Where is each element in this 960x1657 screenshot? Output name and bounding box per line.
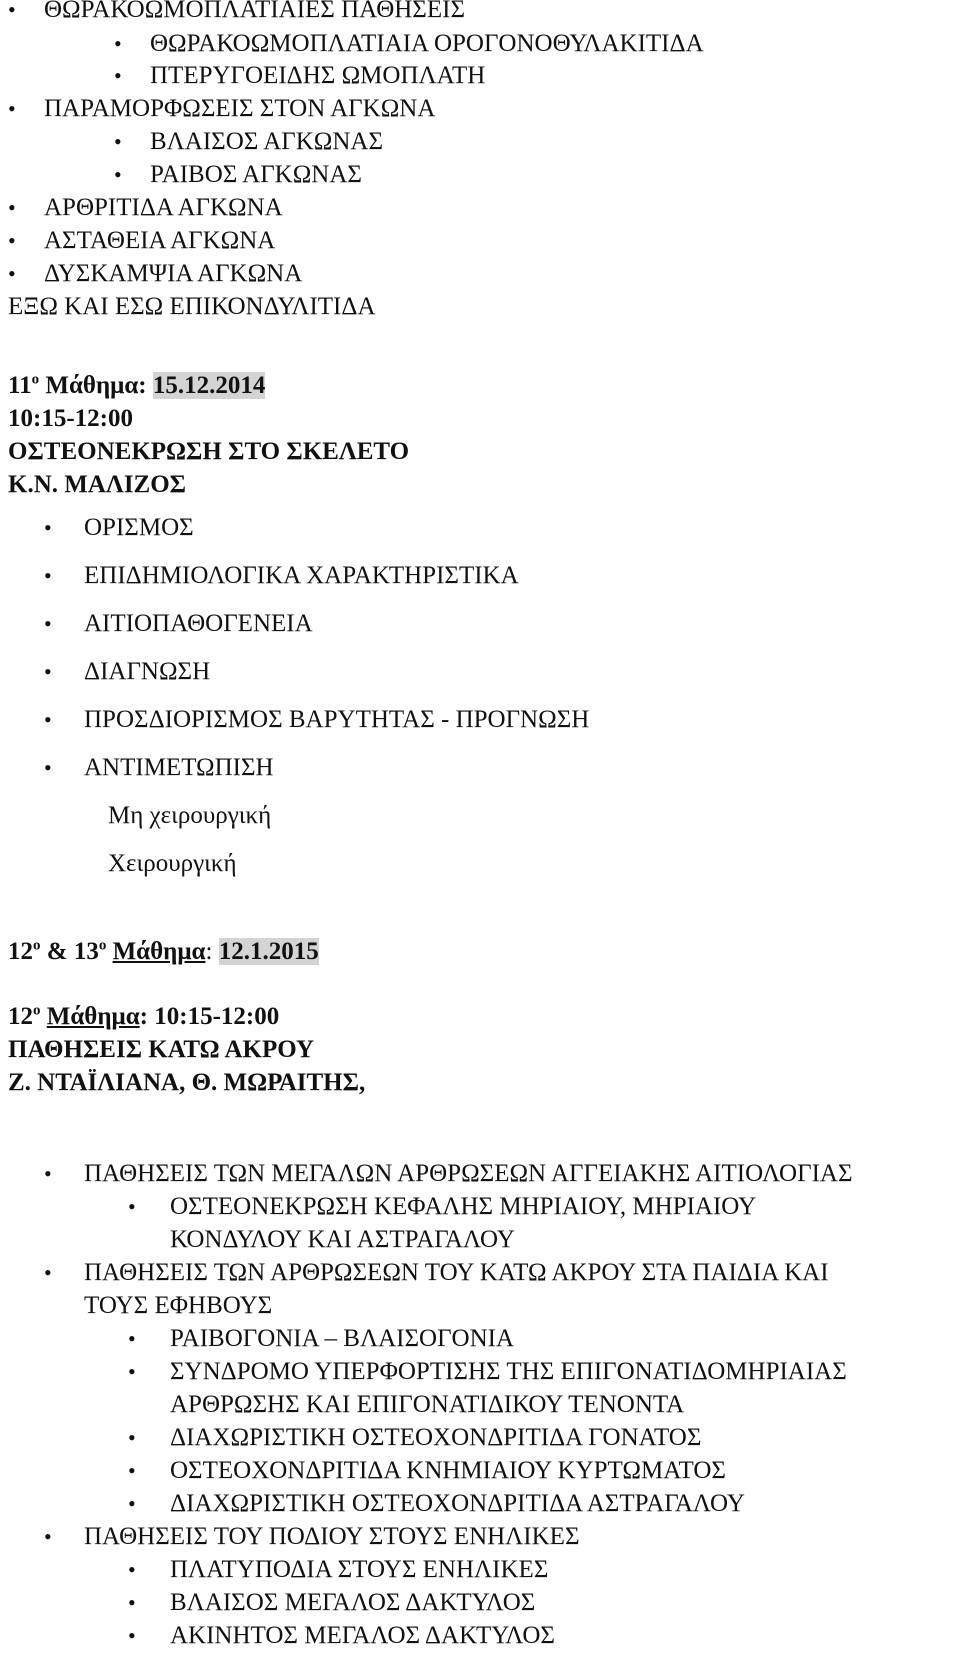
list-item-text: ΠΑΘΗΣΕΙΣ ΤΩΝ ΑΡΘΡΩΣΕΩΝ ΤΟΥ ΚΑΤΩ ΑΚΡΟΥ ΣΤΑ ΠΑΙΔΙΑ ΚΑΙ	[84, 1259, 829, 1286]
list-item-text: ΠΡΟΣΔΙΟΡΙΣΜΟΣ ΒΑΡΥΤΗΤΑΣ - ΠΡΟΓΝΩΣΗ	[84, 706, 590, 733]
bullet-icon: •	[128, 1590, 136, 1615]
list-item-text: ΕΠΙΔΗΜΙΟΛΟΓΙΚΑ ΧΑΡΑΚΤΗΡΙΣΤΙΚΑ	[84, 562, 519, 589]
lesson-12-13-header	[8, 936, 319, 968]
lesson-lecturers: Ζ. ΝΤΑΪΛΙΑΝΑ, Θ. ΜΩΡΑΙΤΗΣ,	[8, 1069, 366, 1096]
bullet-icon: •	[44, 1524, 52, 1549]
lesson-label: Μάθημα:	[45, 372, 147, 399]
lesson-title: ΟΣΤΕΟΝΕΚΡΩΣΗ ΣΤΟ ΣΚΕΛΕΤΟ	[8, 438, 410, 465]
list-item-text: ΔΥΣΚΑΜΨΙΑ ΑΓΚΩΝΑ	[44, 260, 303, 287]
lesson-number: 11	[8, 372, 32, 399]
list-item-continuation: ΚΟΝΔΥΛΟΥ ΚΑΙ ΑΣΤΡΑΓΑΛΟΥ	[170, 1226, 515, 1253]
bullet-icon: •	[128, 1326, 136, 1351]
list-item-text: ΟΡΙΣΜΟΣ	[84, 514, 194, 541]
list-item-text: ΔΙΑΧΩΡΙΣΤΙΚΗ ΟΣΤΕΟΧΟΝΔΡΙΤΙΔΑ ΓΟΝΑΤΟΣ	[170, 1424, 702, 1451]
bullet-icon: •	[8, 0, 16, 22]
lesson-title: ΠΑΘΗΣΕΙΣ ΚΑΤΩ ΑΚΡΟΥ	[8, 1036, 315, 1063]
bullet-icon: •	[8, 195, 16, 220]
bullet-icon: •	[8, 228, 16, 253]
bullet-icon: •	[44, 515, 52, 540]
lesson-lecturer: Κ.Ν. ΜΑΛΙΖΟΣ	[8, 471, 187, 498]
list-item-text: ΒΛΑΙΣΟΣ ΜΕΓΑΛΟΣ ΔΑΚΤΥΛΟΣ	[170, 1589, 536, 1616]
bullet-icon: •	[44, 707, 52, 732]
bullet-icon: •	[128, 1557, 136, 1582]
lesson-label: Μάθημα	[46, 1003, 140, 1030]
list-item-text: ΠΛΑΤΥΠΟΔΙΑ ΣΤΟΥΣ ΕΝΗΛΙΚΕΣ	[170, 1556, 549, 1583]
ordinal-superscript: ο	[98, 937, 107, 954]
lesson-12-header	[8, 1001, 279, 1033]
ordinal-superscript: ο	[33, 1002, 41, 1019]
bullet-icon: •	[114, 63, 122, 88]
bullet-icon: •	[44, 659, 52, 684]
bullet-icon: •	[128, 1458, 136, 1483]
bullet-icon: •	[44, 611, 52, 636]
plain-text: ΕΞΩ ΚΑΙ ΕΣΩ ΕΠΙΚΟΝΔΥΛΙΤΙΔΑ	[8, 293, 376, 320]
bullet-icon: •	[128, 1623, 136, 1648]
ordinal-superscript: ο	[31, 371, 40, 388]
lesson-time: : 10:15-12:00	[139, 1003, 280, 1030]
lesson-number: 12	[8, 1003, 33, 1030]
lesson-date: 12.1.2015	[218, 938, 319, 965]
lesson-date: 15.12.2014	[152, 372, 266, 399]
list-item-text: ΔΙΑΓΝΩΣΗ	[84, 658, 211, 685]
list-item-text: ΘΩΡΑΚΟΩΜΟΠΛΑΤΙΑΙΕΣ ΠΑΘΗΣΕΙΣ	[44, 0, 465, 23]
bullet-icon: •	[128, 1425, 136, 1450]
bullet-icon: •	[114, 162, 122, 187]
bullet-icon: •	[44, 1161, 52, 1186]
list-item-text: ΘΩΡΑΚΟΩΜΟΠΛΑΤΙΑΙΑ ΟΡΟΓΟΝΟΘΥΛΑΚΙΤΙΔΑ	[150, 30, 704, 57]
bullet-icon: •	[114, 129, 122, 154]
list-item-text: ΟΣΤΕΟΝΕΚΡΩΣΗ ΚΕΦΑΛΗΣ ΜΗΡΙΑΙΟΥ, ΜΗΡΙΑΙΟΥ	[170, 1193, 757, 1220]
list-item-text: ΡΑΙΒΟΓΟΝΙΑ – ΒΛΑΙΣΟΓΟΝΙΑ	[170, 1325, 515, 1352]
lesson-number: 12	[8, 938, 33, 965]
lesson-label: Μάθημα	[112, 938, 206, 965]
list-item-text: ΠΑΡΑΜΟΡΦΩΣΕΙΣ ΣΤΟΝ ΑΓΚΩΝΑ	[44, 95, 436, 122]
list-item-text: ΑΡΘΡΙΤΙΔΑ ΑΓΚΩΝΑ	[44, 194, 283, 221]
ordinal-superscript: ο	[33, 937, 41, 954]
list-item-text: ΠΑΘΗΣΕΙΣ ΤΟΥ ΠΟΔΙΟΥ ΣΤΟΥΣ ΕΝΗΛΙΚΕΣ	[84, 1523, 580, 1550]
bullet-icon: •	[8, 261, 16, 286]
list-item-text: ΑΚΙΝΗΤΟΣ ΜΕΓΑΛΟΣ ΔΑΚΤΥΛΟΣ	[170, 1622, 555, 1649]
list-item-text: ΑΙΤΙΟΠΑΘΟΓΕΝΕΙΑ	[84, 610, 313, 637]
list-item-text: ΠΤΕΡΥΓΟΕΙΔΗΣ ΩΜΟΠΛΑΤΗ	[150, 62, 486, 89]
list-item-text: ΑΝΤΙΜΕΤΩΠΙΣΗ	[84, 754, 274, 781]
list-item-text: ΠΑΘΗΣΕΙΣ ΤΩΝ ΜΕΓΑΛΩΝ ΑΡΘΡΩΣΕΩΝ ΑΓΓΕΙΑΚΗΣ ΑΙΤΙΟΛΟΓΙΑΣ	[84, 1160, 853, 1187]
lesson-11-header	[8, 370, 265, 402]
lesson-number: & 13	[46, 938, 99, 965]
list-item-continuation: ΤΟΥΣ ΕΦΗΒΟΥΣ	[84, 1292, 273, 1319]
bullet-icon: •	[128, 1359, 136, 1384]
bullet-icon: •	[44, 563, 52, 588]
bullet-icon: •	[128, 1491, 136, 1516]
list-item-text: ΑΣΤΑΘΕΙΑ ΑΓΚΩΝΑ	[44, 227, 276, 254]
list-item-text: ΒΛΑΙΣΟΣ ΑΓΚΩΝΑΣ	[150, 128, 384, 155]
list-item-text: ΡΑΙΒΟΣ ΑΓΚΩΝΑΣ	[150, 161, 362, 188]
colon: :	[205, 938, 213, 965]
bullet-icon: •	[114, 31, 122, 56]
bullet-icon: •	[44, 755, 52, 780]
treatment-item: Μη χειρουργική	[108, 802, 272, 829]
list-item-text: ΟΣΤΕΟΧΟΝΔΡΙΤΙΔΑ ΚΝΗΜΙΑΙΟΥ ΚΥΡΤΩΜΑΤΟΣ	[170, 1457, 726, 1484]
list-item-text: ΔΙΑΧΩΡΙΣΤΙΚΗ ΟΣΤΕΟΧΟΝΔΡΙΤΙΔΑ ΑΣΤΡΑΓΑΛΟΥ	[170, 1490, 745, 1517]
bullet-icon: •	[8, 96, 16, 121]
bullet-icon: •	[44, 1260, 52, 1285]
list-item-text: ΣΥΝΔΡΟΜΟ ΥΠΕΡΦΟΡΤΙΣΗΣ ΤΗΣ ΕΠΙΓΟΝΑΤΙΔΟΜΗΡΙΑΙΑΣ	[170, 1358, 847, 1385]
lesson-time: 10:15-12:00	[8, 405, 133, 432]
treatment-item: Χειρουργική	[108, 850, 237, 877]
bullet-icon: •	[128, 1194, 136, 1219]
list-item-continuation: ΑΡΘΡΩΣΗΣ ΚΑΙ ΕΠΙΓΟΝΑΤΙΔΙΚΟΥ ΤΕΝΟΝΤΑ	[170, 1391, 685, 1418]
